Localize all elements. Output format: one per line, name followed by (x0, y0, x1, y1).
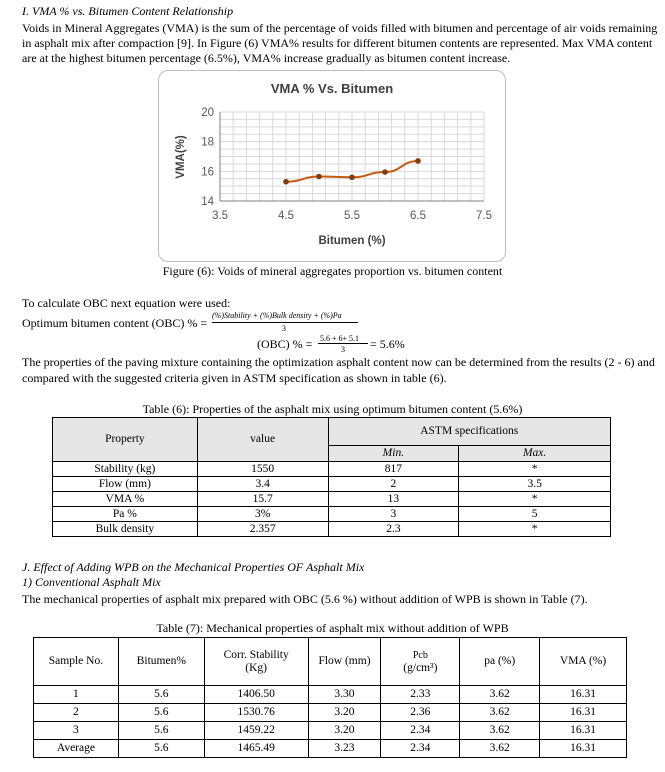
data-point (283, 179, 289, 185)
data-point (382, 169, 388, 175)
table-row (34, 686, 627, 704)
cell-bitumen: 5.6 (118, 722, 204, 740)
table6-header-value: value (197, 418, 328, 462)
paragraph-vma-line-3: are at the highest bitumen percentage (6.5%), VMA% increase gradually as bitumen content increase. (22, 51, 511, 65)
cell-bitumen: 5.6 (118, 740, 204, 758)
cell-pa: 3.62 (460, 686, 540, 704)
x-tick-label: 3.5 (212, 210, 228, 222)
table7-header-flow: Flow (mm) (308, 638, 381, 686)
section-heading-wpb: J. Effect of Adding WPB on the Mechanical Properties OF Asphalt Mix (22, 560, 365, 574)
table6-header-max: Max. (459, 446, 611, 462)
cell-flow: 3.30 (308, 686, 381, 704)
cell-vma: 16.31 (540, 740, 627, 758)
obc-calc-numerator: 5.6 + 6+ 5.1 (320, 334, 360, 343)
x-tick-label: 7.5 (476, 210, 492, 222)
cell-pa: 3.62 (460, 722, 540, 740)
cell-min: 2.3 (328, 522, 459, 537)
cell-value: 3% (197, 507, 328, 522)
obc-calc-label: (OBC) % = (257, 337, 313, 351)
table-row (53, 462, 611, 477)
table7-header-stability-line1: Corr. Stability (223, 648, 289, 661)
table-row (34, 722, 627, 740)
y-tick-labels (201, 107, 214, 208)
vma-chart-svg (159, 71, 505, 261)
table7-header-density-line1: Pcb (412, 649, 428, 661)
cell-flow: 3.20 (308, 704, 381, 722)
table6-caption: Table (6): Properties of the asphalt mix using optimum bitumen content (5.6%) (142, 402, 523, 416)
obc-formula-fraction-bar (212, 322, 358, 323)
cell-max: * (459, 522, 611, 537)
cell-vma: 16.31 (540, 686, 627, 704)
obc-formula-denominator: 3 (282, 324, 286, 333)
cell-min: 13 (328, 492, 459, 507)
table7 (33, 637, 627, 758)
obc-paragraph-line-1: The properties of the paving mixture containing the optimization asphalt content now can be determined from the results (2 - 6) and (22, 355, 655, 369)
table6 (52, 417, 611, 537)
cell-property: Flow (mm) (53, 477, 198, 492)
table7-caption: Table (7): Mechanical properties of asphalt mix without addition of WPB (156, 621, 509, 635)
cell-bitumen: 5.6 (118, 704, 204, 722)
obc-intro: To calculate OBC next equation were used: (22, 296, 231, 310)
x-tick-label: 4.5 (278, 210, 294, 222)
cell-sample: 1 (34, 686, 119, 704)
table7-header-density-line2: (g/cm³) (403, 661, 438, 674)
cell-vma: 16.31 (540, 722, 627, 740)
cell-sample: Average (34, 740, 119, 758)
table7-body (34, 686, 627, 758)
cell-flow: 3.20 (308, 722, 381, 740)
data-point (415, 158, 421, 164)
table6-header-min: Min. (328, 446, 459, 462)
cell-max: 3.5 (459, 477, 611, 492)
table-row (53, 507, 611, 522)
y-tick-label: 20 (201, 107, 214, 119)
data-point (349, 174, 355, 180)
cell-vma: 16.31 (540, 704, 627, 722)
cell-property: VMA % (53, 492, 198, 507)
x-tick-labels (212, 210, 492, 222)
cell-value: 2.357 (197, 522, 328, 537)
obc-calc-denominator: 3 (341, 345, 345, 354)
cell-value: 3.4 (197, 477, 328, 492)
obc-formula-label: Optimum bitumen content (OBC) % = (22, 316, 208, 330)
cell-sample: 2 (34, 704, 119, 722)
table-row (53, 477, 611, 492)
cell-max: * (459, 462, 611, 477)
paragraph-conventional: The mechanical properties of asphalt mix prepared with OBC (5.6 %) without addition of WPB is shown in Table (7). (22, 592, 588, 606)
cell-stability: 1459.22 (204, 722, 308, 740)
cell-pa: 3.62 (460, 740, 540, 758)
obc-calc-fraction-bar (318, 343, 368, 344)
x-tick-label: 5.5 (344, 210, 360, 222)
cell-stability: 1530.76 (204, 704, 308, 722)
y-tick-label: 16 (201, 166, 214, 179)
cell-density: 2.34 (381, 740, 460, 758)
cell-property: Bulk density (53, 522, 198, 537)
x-axis-label: Bitumen (%) (318, 235, 386, 247)
cell-property: Stability (kg) (53, 462, 198, 477)
cell-stability: 1406.50 (204, 686, 308, 704)
table7-header-pa: pa (%) (460, 638, 540, 686)
cell-max: * (459, 492, 611, 507)
table7-header-bitumen: Bitumen% (118, 638, 204, 686)
table-row (53, 522, 611, 537)
table7-header-stability-line2: (Kg) (245, 661, 268, 674)
table7-header-stability (204, 638, 308, 686)
cell-value: 15.7 (197, 492, 328, 507)
section-heading-vma: I. VMA % vs. Bitumen Content Relationship (22, 4, 234, 18)
cell-min: 817 (328, 462, 459, 477)
table7-header-density (381, 638, 460, 686)
table-row (53, 492, 611, 507)
cell-pa: 3.62 (460, 704, 540, 722)
table6-header-property: Property (53, 418, 198, 462)
cell-min: 2 (328, 477, 459, 492)
table-row (34, 704, 627, 722)
cell-sample: 3 (34, 722, 119, 740)
cell-value: 1550 (197, 462, 328, 477)
cell-max: 5 (459, 507, 611, 522)
paragraph-vma-line-1: Voids in Mineral Aggregates (VMA) is the sum of the percentage of voids filled with bitumen and percentage of air voids remaining (22, 21, 658, 35)
table7-header-vma: VMA (%) (540, 638, 627, 686)
cell-property: Pa % (53, 507, 198, 522)
y-axis-label: VMA(%) (175, 135, 187, 179)
cell-stability: 1465.49 (204, 740, 308, 758)
table6-body (53, 462, 611, 537)
table7-header-sample: Sample No. (34, 638, 119, 686)
vma-chart (158, 70, 506, 262)
cell-min: 3 (328, 507, 459, 522)
cell-flow: 3.23 (308, 740, 381, 758)
data-point (316, 174, 322, 180)
obc-calc-result: = 5.6% (370, 337, 405, 351)
chart-title: VMA % Vs. Bitumen (270, 81, 394, 96)
subsection-heading-conventional: 1) Conventional Asphalt Mix (22, 575, 161, 589)
obc-formula-numerator: (%)Stability + (%)Bulk density + (%)Pa (212, 311, 342, 320)
cell-bitumen: 5.6 (118, 686, 204, 704)
x-tick-label: 6.5 (410, 210, 426, 222)
cell-density: 2.36 (381, 704, 460, 722)
figure-caption: Figure (6): Voids of mineral aggregates proportion vs. bitumen content (162, 264, 503, 278)
table6-header-astm: ASTM specifications (328, 418, 611, 446)
cell-density: 2.34 (381, 722, 460, 740)
table-row (34, 740, 627, 758)
chart-grid (220, 112, 484, 201)
y-tick-label: 18 (201, 136, 214, 149)
paragraph-vma-line-2: in asphalt mix after compaction [9]. In Figure (6) VMA% results for different bitumen contents are represented. Max VMA content (22, 36, 653, 50)
y-tick-label: 14 (201, 196, 214, 208)
obc-paragraph-line-2: compared with the suggested criteria given in ASTM specification as shown in table (6). (22, 371, 447, 385)
cell-density: 2.33 (381, 686, 460, 704)
